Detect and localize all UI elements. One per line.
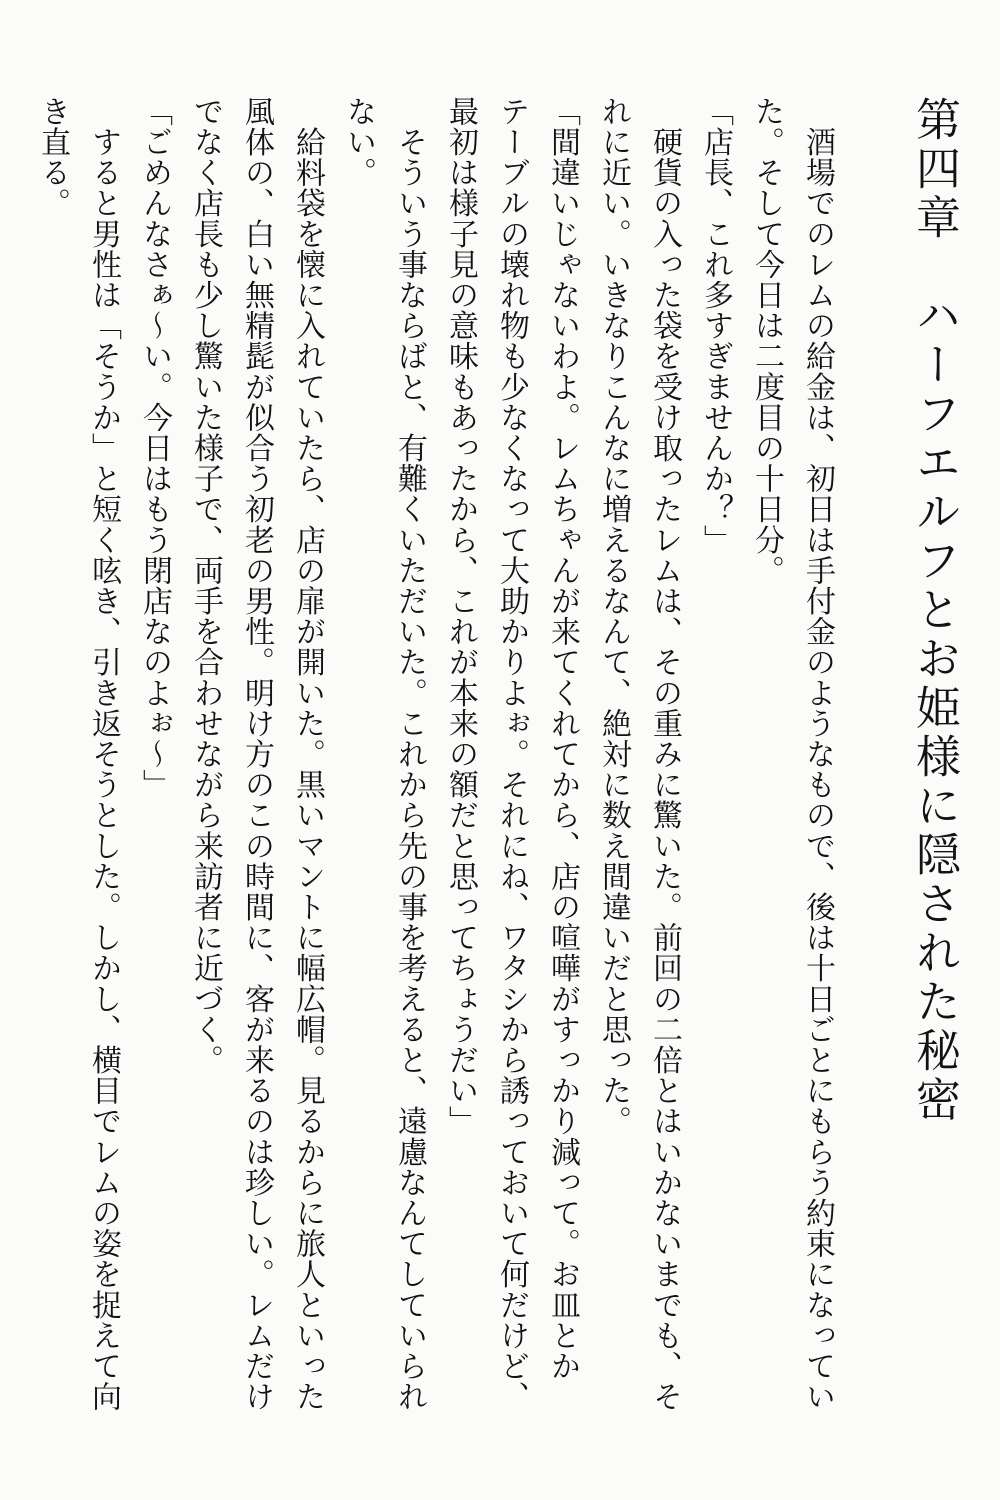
text-line: 給料袋を懐に入れていたら、店の扉が開いた。黒いマントに幅広帽。見るからに旅人といった: [291, 96, 324, 1412]
text-line: 酒場でのレムの給金は、初日は手付金のようなもので、後は十日ごとにもらう約束になってい: [801, 96, 834, 1412]
text-flow: [27, 96, 968, 1426]
text-line: でなく店長も少し驚いた様子で、両手を合わせながら来訪者に近づく。: [189, 96, 222, 1076]
text-line: すると男性は「そうか」と短く呟き、引き返そうとした。しかし、横目でレムの姿を捉えて向: [87, 96, 120, 1412]
chapter-title: 第四章 ハーフエルフとお姫様に隠された秘密: [909, 96, 959, 1125]
text-line: テーブルの壊れ物も少なくなって大助かりよぉ。それにね、ワタシから誘っておいて何だけど、: [495, 96, 528, 1412]
text-line: 「店長、これ多すぎませんか？」: [699, 96, 732, 555]
text-line: 風体の、白い無精髭が似合う初老の男性。明け方のこの時間に、客が来るのは珍しい。レムだけ: [240, 96, 273, 1412]
text-line: た。そして今日は二度目の十日分。: [750, 96, 783, 586]
text-line: れに近い。いきなりこんなに増えるなんて、絶対に数え間違いだと思った。: [597, 96, 630, 1137]
text-line: ない。: [342, 96, 375, 188]
text-line: き直る。: [36, 96, 69, 219]
text-line: 最初は様子見の意味もあったから、これが本来の額だと思ってちょうだい」: [444, 96, 477, 1137]
text-line: 「ごめんなさぁ～い。今日はもう閉店なのよぉ～」: [138, 96, 171, 800]
text-line: 硬貨の入った袋を受け取ったレムは、その重みに驚いた。前回の二倍とはいかないまでも、そ: [648, 96, 681, 1412]
text-line: そういう事ならばと、有難くいただいた。これから先の事を考えると、遠慮なんてしていられ: [393, 96, 426, 1412]
text-line: 「間違いじゃないわよ。レムちゃんが来てくれてから、店の喧嘩がすっかり減って。お皿とか: [546, 96, 579, 1382]
